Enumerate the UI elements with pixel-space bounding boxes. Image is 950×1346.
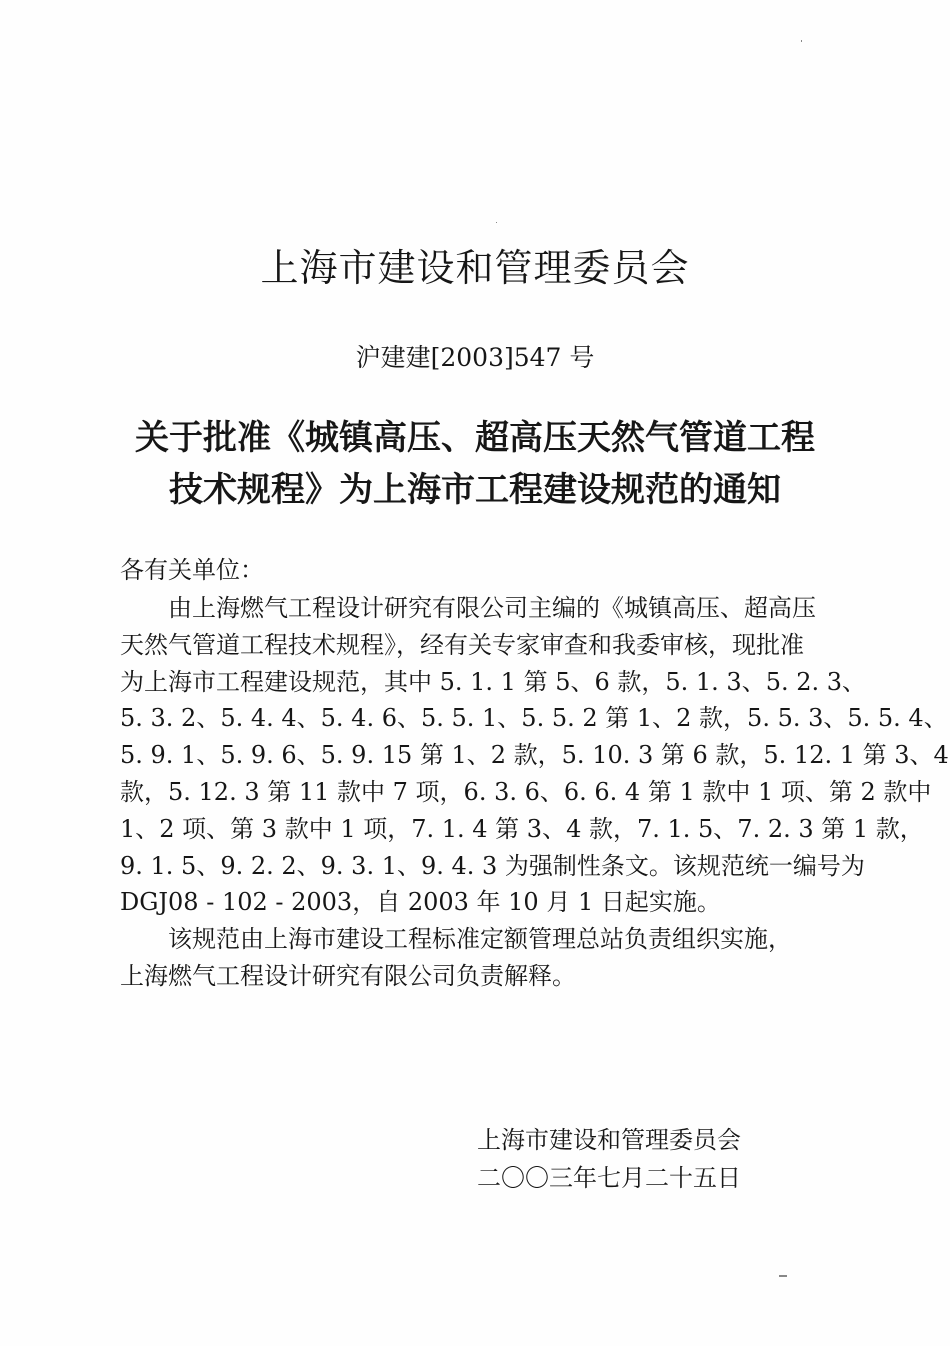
signature-date: 二〇〇三年七月二十五日 [477,1164,741,1192]
paragraph-line: DGJ08 - 102 - 2003，自 2003 年 10 月 1 日起实施。 [120,888,721,917]
paragraph-line: 上海燃气工程设计研究有限公司负责解释。 [120,961,576,990]
paragraph-line: 该规范由上海市建设工程标准定额管理总站负责组织实施， [168,925,792,954]
notice-title-line: 技术规程》为上海市工程建设规范的通知 [169,470,781,510]
notice-title-line: 关于批准《城镇高压、超高压天然气管道工程 [135,418,815,458]
paragraph-line: 天然气管道工程技术规程》，经有关专家审查和我委审核，现批准 [120,630,804,659]
paragraph-line: 1、2 项、第 3 款中 1 项，7. 1. 4 第 3、4 款，7. 1. 5、7. 2. 3 第 1 款， [120,814,924,843]
paragraph-line: 5. 9. 1、5. 9. 6、5. 9. 15 第 1、2 款，5. 10. 3 第 6 款，5. 12. 1 第 3、4 [120,741,949,770]
scan-speck [496,222,497,223]
scan-speck [779,1275,787,1277]
paragraph-line: 9. 1. 5、9. 2. 2、9. 3. 1、9. 4. 3 为强制性条文。该规范统一编号为 [120,851,865,880]
document-number: 沪建建[2003]547 号 [355,343,595,372]
paragraph-line: 款，5. 12. 3 第 11 款中 7 项，6. 3. 6、6. 6. 4 第 1 款中 1 项、第 2 款中 [120,777,932,806]
paragraph-line: 由上海燃气工程设计研究有限公司主编的《城镇高压、超高压 [168,594,816,622]
scan-speck [801,40,802,42]
paragraph-line: 5. 3. 2、5. 4. 4、5. 4. 6、5. 5. 1、5. 5. 2 第 1、2 款，5. 5. 3、5. 5. 4、 [120,704,948,733]
salutation: 各有关单位： [120,556,264,584]
signature-organization: 上海市建设和管理委员会 [477,1126,741,1154]
issuer-heading: 上海市建设和管理委员会 [260,246,690,290]
notice-body [120,590,949,995]
notice-title [100,412,850,516]
paragraph-line: 为上海市工程建设规范，其中 5. 1. 1 第 5、6 款，5. 1. 3、5. 2. 3、 [120,667,867,696]
